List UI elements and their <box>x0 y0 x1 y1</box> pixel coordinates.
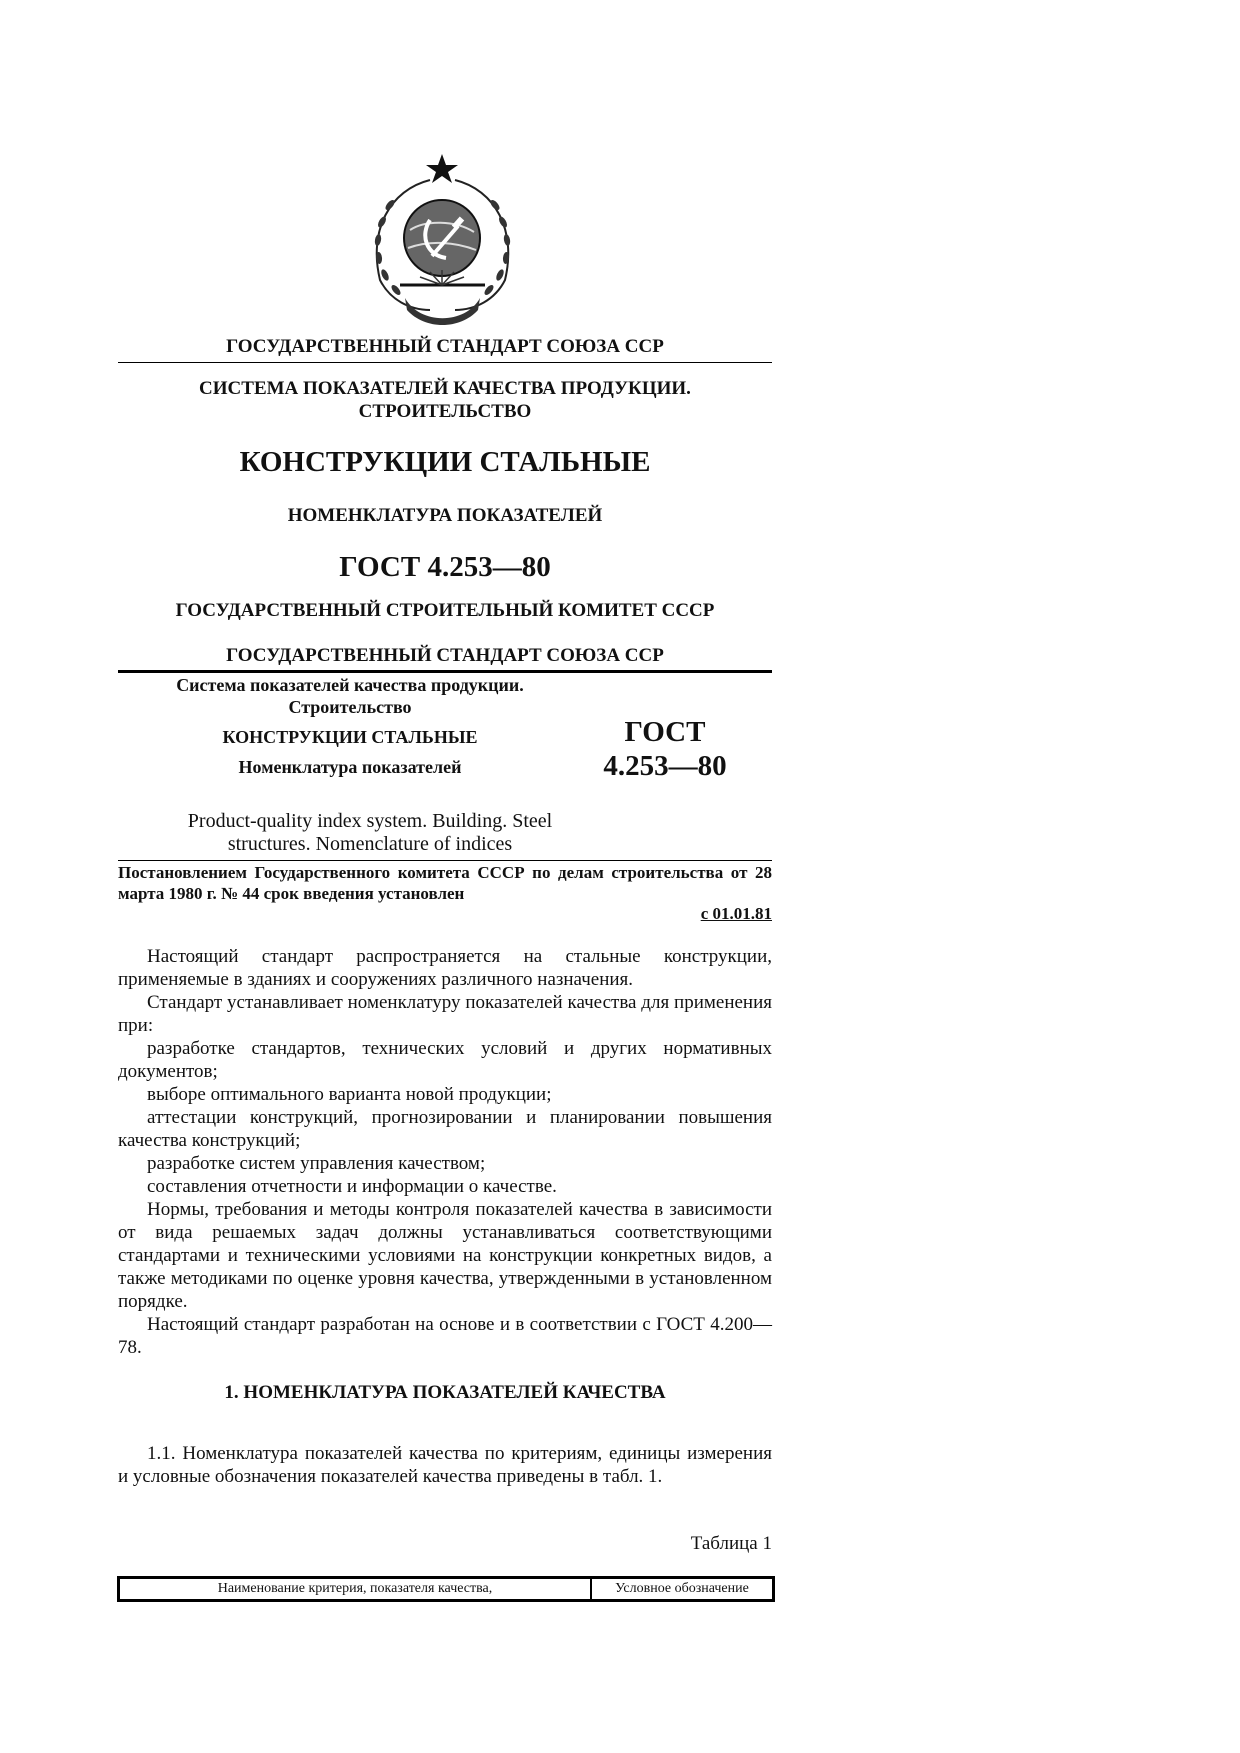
title-block-line-1: Система показателей качества продукции. <box>176 675 524 695</box>
committee-title: ГОСУДАРСТВЕННЫЙ СТРОИТЕЛЬНЫЙ КОМИТЕТ СССР <box>175 600 715 621</box>
title-block-system <box>130 674 570 718</box>
system-title <box>118 377 772 423</box>
decree-date: с 01.01.81 <box>700 904 772 923</box>
system-line-1: СИСТЕМА ПОКАЗАТЕЛЕЙ КАЧЕСТВА ПРОДУКЦИИ. <box>199 378 691 399</box>
body-paragraph: разработке стандартов, технических условий и других нормативных документов; <box>118 1038 772 1082</box>
english-line-1: Product-quality index system. Building. Steel <box>187 810 553 832</box>
english-title <box>150 810 590 856</box>
org-top-title: ГОСУДАРСТВЕННЫЙ СТАНДАРТ СОЮЗА ССР <box>226 336 664 357</box>
section-1-paragraph: 1.1. Номенклатура показателей качества по критериям, единицы измерения и условные обозначения показателей качества приведены в табл. 1. <box>118 1443 772 1487</box>
system-line-2: СТРОИТЕЛЬСТВО <box>358 401 532 422</box>
table-header <box>117 1576 775 1602</box>
subtitle: НОМЕНКЛАТУРА ПОКАЗАТЕЛЕЙ <box>287 505 603 526</box>
main-title: КОНСТРУКЦИИ СТАЛЬНЫЕ <box>239 446 651 478</box>
body-text <box>118 945 772 1359</box>
section-1-body <box>118 1442 772 1488</box>
title-block-line-3: КОНСТРУКЦИИ СТАЛЬНЫЕ <box>222 727 478 747</box>
state-emblem <box>360 150 525 330</box>
title-block-rule <box>118 670 772 673</box>
table-caption: Таблица 1 <box>690 1533 772 1554</box>
gost-number: ГОСТ 4.253—80 <box>339 551 551 583</box>
org-second-title: ГОСУДАРСТВЕННЫЙ СТАНДАРТ СОЮЗА ССР <box>226 645 664 666</box>
gost-code: 4.253—80 <box>603 750 727 782</box>
english-rule <box>118 860 772 861</box>
title-block-line-2: Строительство <box>288 697 412 717</box>
body-paragraph: выборе оптимального варианта новой продукции; <box>147 1084 552 1105</box>
title-block-line-4: Номенклатура показателей <box>238 757 462 777</box>
decree-text: Постановлением Государственного комитета СССР по делам строительства от 28 марта 1980 г. № 44 срок введения установлен <box>118 863 772 903</box>
body-paragraph: Стандарт устанавливает номенклатуру показателей качества для применения при: <box>118 992 772 1036</box>
header-rule <box>118 362 772 363</box>
body-paragraph: Настоящий стандарт разработан на основе и в соответствии с ГОСТ 4.200—78. <box>118 1314 772 1358</box>
body-paragraph: аттестации конструкций, прогнозировании и планировании повышения качества конструкций; <box>118 1107 772 1151</box>
body-paragraph: Настоящий стандарт распространяется на стальные конструкции, применяемые в зданиях и сооружениях различного назначения. <box>118 946 772 990</box>
body-paragraph: Нормы, требования и методы контроля показателей качества в зависимости от вида решаемых задач должны устанавливаться соответствующими стандартами и техническими условиями на конструкции конкретных видов, а также методиками по оценке уровня качества, утвержденными в установленном порядке. <box>118 1199 772 1312</box>
body-paragraph: составления отчетности и информации о качестве. <box>147 1176 557 1197</box>
gost-label: ГОСТ <box>624 716 706 748</box>
section-1-heading: 1. НОМЕНКЛАТУРА ПОКАЗАТЕЛЕЙ КАЧЕСТВА <box>224 1382 666 1403</box>
english-line-2: structures. Nomenclature of indices <box>227 833 513 855</box>
table-header-col-1: Наименование критерия, показателя качества, <box>120 1579 592 1599</box>
table-header-col-2: Условное обозначение <box>615 1581 749 1596</box>
body-paragraph: разработке систем управления качеством; <box>147 1153 486 1174</box>
